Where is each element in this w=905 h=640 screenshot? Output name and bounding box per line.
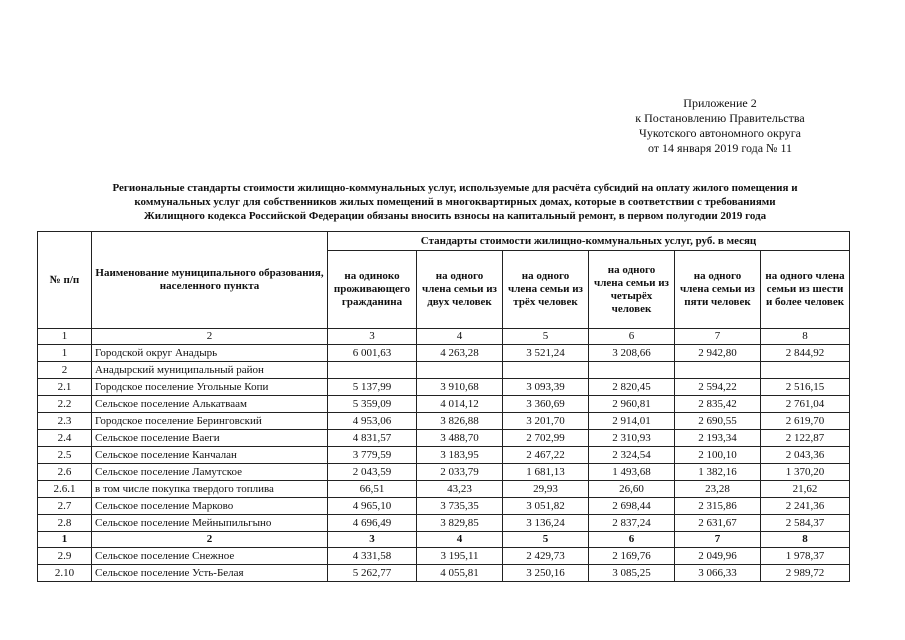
cost-value: 2 698,44 bbox=[589, 498, 675, 515]
municipality-name: Сельское поселение Ваеги bbox=[92, 430, 328, 447]
municipality-name: Сельское поселение Ламутское bbox=[92, 464, 328, 481]
header-col-3: на одиноко проживающего гражданина bbox=[328, 251, 417, 329]
cost-value: 2 702,99 bbox=[503, 430, 589, 447]
cost-value: 3 521,24 bbox=[503, 345, 589, 362]
cost-value: 2 761,04 bbox=[761, 396, 850, 413]
header-col-4: на одного члена семьи из двух человек bbox=[417, 251, 503, 329]
column-number-cell: 5 bbox=[503, 532, 589, 548]
cost-value: 2 844,92 bbox=[761, 345, 850, 362]
cost-value: 1 681,13 bbox=[503, 464, 589, 481]
cost-value: 2 324,54 bbox=[589, 447, 675, 464]
cost-value: 3 910,68 bbox=[417, 379, 503, 396]
row-number: 2 bbox=[38, 362, 92, 379]
cost-value: 3 183,95 bbox=[417, 447, 503, 464]
cost-value: 2 584,37 bbox=[761, 515, 850, 532]
table-row bbox=[38, 481, 850, 498]
column-number-cell: 4 bbox=[417, 329, 503, 345]
cost-value: 4 055,81 bbox=[417, 565, 503, 582]
column-number-cell: 8 bbox=[761, 329, 850, 345]
cost-value: 21,62 bbox=[761, 481, 850, 498]
cost-value: 66,51 bbox=[328, 481, 417, 498]
cost-value: 29,93 bbox=[503, 481, 589, 498]
cost-value: 4 263,28 bbox=[417, 345, 503, 362]
cost-value: 4 965,10 bbox=[328, 498, 417, 515]
row-number: 2.10 bbox=[38, 565, 92, 582]
table-row bbox=[38, 548, 850, 565]
column-number-cell: 1 bbox=[38, 532, 92, 548]
cost-value bbox=[328, 362, 417, 379]
header-number: № п/п bbox=[38, 232, 92, 329]
municipality-name: Городской округ Анадырь bbox=[92, 345, 328, 362]
header-col-8: на одного члена семьи из шести и более человек bbox=[761, 251, 850, 329]
column-number-cell: 6 bbox=[589, 329, 675, 345]
cost-value: 2 835,42 bbox=[675, 396, 761, 413]
cost-value: 5 262,77 bbox=[328, 565, 417, 582]
cost-value: 3 826,88 bbox=[417, 413, 503, 430]
municipality-name: Сельское поселение Снежное bbox=[92, 548, 328, 565]
header-col-6: на одного члена семьи из четырёх человек bbox=[589, 251, 675, 329]
municipality-name: в том числе покупка твердого топлива bbox=[92, 481, 328, 498]
row-number: 2.6 bbox=[38, 464, 92, 481]
cost-value: 2 049,96 bbox=[675, 548, 761, 565]
table-body bbox=[38, 329, 850, 582]
table-row bbox=[38, 565, 850, 582]
cost-value: 6 001,63 bbox=[328, 345, 417, 362]
cost-value: 2 837,24 bbox=[589, 515, 675, 532]
table-row bbox=[38, 345, 850, 362]
cost-value: 3 066,33 bbox=[675, 565, 761, 582]
municipality-name: Анадырский муниципальный район bbox=[92, 362, 328, 379]
table-row bbox=[38, 362, 850, 379]
cost-value: 2 942,80 bbox=[675, 345, 761, 362]
row-number: 2.3 bbox=[38, 413, 92, 430]
cost-value: 2 820,45 bbox=[589, 379, 675, 396]
cost-value: 2 310,93 bbox=[589, 430, 675, 447]
row-number: 2.7 bbox=[38, 498, 92, 515]
title-line: Жилищного кодекса Российской Федерации обязаны вносить взносы на капитальный ремонт, в первом полугодии 2019 года bbox=[143, 210, 767, 222]
municipality-name: Городское поселение Угольные Копи bbox=[92, 379, 328, 396]
table-row bbox=[38, 430, 850, 447]
appendix-line: Приложение 2 bbox=[683, 96, 757, 110]
column-number-cell: 3 bbox=[328, 532, 417, 548]
table-row bbox=[38, 515, 850, 532]
cost-value: 3 093,39 bbox=[503, 379, 589, 396]
title-line: коммунальных услуг для собственников жилых помещений в многоквартирных домах, которые в соответствии с требованиями bbox=[134, 196, 776, 208]
column-number-cell: 7 bbox=[675, 532, 761, 548]
row-number: 2.4 bbox=[38, 430, 92, 447]
cost-value: 2 241,36 bbox=[761, 498, 850, 515]
table-row bbox=[38, 413, 850, 430]
cost-value: 2 594,22 bbox=[675, 379, 761, 396]
cost-value: 3 250,16 bbox=[503, 565, 589, 582]
row-number: 2.9 bbox=[38, 548, 92, 565]
row-number: 2.5 bbox=[38, 447, 92, 464]
column-number-row bbox=[38, 532, 850, 548]
cost-value: 3 136,24 bbox=[503, 515, 589, 532]
cost-value: 2 429,73 bbox=[503, 548, 589, 565]
row-number: 2.6.1 bbox=[38, 481, 92, 498]
cost-value: 2 914,01 bbox=[589, 413, 675, 430]
column-number-cell: 6 bbox=[589, 532, 675, 548]
table-row bbox=[38, 447, 850, 464]
row-number: 2.8 bbox=[38, 515, 92, 532]
cost-value: 2 043,59 bbox=[328, 464, 417, 481]
row-number: 2.2 bbox=[38, 396, 92, 413]
cost-value: 3 779,59 bbox=[328, 447, 417, 464]
cost-value: 3 201,70 bbox=[503, 413, 589, 430]
cost-value bbox=[417, 362, 503, 379]
row-number: 1 bbox=[38, 345, 92, 362]
table-row bbox=[38, 396, 850, 413]
cost-value: 2 989,72 bbox=[761, 565, 850, 582]
cost-value: 1 978,37 bbox=[761, 548, 850, 565]
row-number: 2.1 bbox=[38, 379, 92, 396]
cost-value: 1 370,20 bbox=[761, 464, 850, 481]
cost-value: 2 100,10 bbox=[675, 447, 761, 464]
municipality-name: Сельское поселение Усть-Белая bbox=[92, 565, 328, 582]
cost-value: 1 382,16 bbox=[675, 464, 761, 481]
cost-value: 2 043,36 bbox=[761, 447, 850, 464]
cost-value bbox=[589, 362, 675, 379]
cost-value: 4 331,58 bbox=[328, 548, 417, 565]
cost-value: 43,23 bbox=[417, 481, 503, 498]
column-number-cell: 3 bbox=[328, 329, 417, 345]
appendix-line: от 14 января 2019 года № 11 bbox=[647, 141, 793, 155]
column-number-cell: 7 bbox=[675, 329, 761, 345]
appendix-block bbox=[560, 96, 880, 156]
cost-value: 23,28 bbox=[675, 481, 761, 498]
appendix-line: к Постановлению Правительства bbox=[635, 111, 805, 125]
cost-value: 3 051,82 bbox=[503, 498, 589, 515]
cost-value: 2 033,79 bbox=[417, 464, 503, 481]
column-number-cell: 2 bbox=[92, 532, 328, 548]
cost-value: 4 831,57 bbox=[328, 430, 417, 447]
cost-value: 3 360,69 bbox=[503, 396, 589, 413]
cost-value: 5 137,99 bbox=[328, 379, 417, 396]
header-group: Стандарты стоимости жилищно-коммунальных услуг, руб. в месяц bbox=[328, 232, 850, 251]
cost-value: 3 488,70 bbox=[417, 430, 503, 447]
header-col-7: на одного члена семьи из пяти человек bbox=[675, 251, 761, 329]
municipality-name: Городское поселение Беринговский bbox=[92, 413, 328, 430]
cost-value: 2 467,22 bbox=[503, 447, 589, 464]
cost-value: 4 953,06 bbox=[328, 413, 417, 430]
table-row bbox=[38, 379, 850, 396]
appendix-line: Чукотского автономного округа bbox=[639, 126, 801, 140]
cost-value: 3 829,85 bbox=[417, 515, 503, 532]
table-header bbox=[38, 232, 850, 329]
cost-value: 2 960,81 bbox=[589, 396, 675, 413]
cost-value: 2 690,55 bbox=[675, 413, 761, 430]
cost-value: 1 493,68 bbox=[589, 464, 675, 481]
cost-value: 5 359,09 bbox=[328, 396, 417, 413]
title-line: Региональные стандарты стоимости жилищно-коммунальных услуг, используемые для расчёта субсидий на оплату жилого помещения и bbox=[112, 182, 798, 194]
header-name: Наименование муниципального образования, населенного пункта bbox=[92, 232, 328, 329]
municipality-name: Сельское поселение Марково bbox=[92, 498, 328, 515]
column-number-cell: 8 bbox=[761, 532, 850, 548]
column-number-cell: 1 bbox=[38, 329, 92, 345]
table-row bbox=[38, 498, 850, 515]
municipality-name: Сельское поселение Канчалан bbox=[92, 447, 328, 464]
cost-value: 2 169,76 bbox=[589, 548, 675, 565]
cost-value: 2 193,34 bbox=[675, 430, 761, 447]
column-number-cell: 4 bbox=[417, 532, 503, 548]
cost-value bbox=[761, 362, 850, 379]
cost-value: 4 696,49 bbox=[328, 515, 417, 532]
cost-value: 2 631,67 bbox=[675, 515, 761, 532]
cost-value: 3 195,11 bbox=[417, 548, 503, 565]
municipality-name: Сельское поселение Алькатваам bbox=[92, 396, 328, 413]
column-number-cell: 2 bbox=[92, 329, 328, 345]
cost-value: 2 122,87 bbox=[761, 430, 850, 447]
header-col-5: на одного члена семьи из трёх человек bbox=[503, 251, 589, 329]
column-number-row bbox=[38, 329, 850, 345]
municipality-name: Сельское поселение Мейныпильгыно bbox=[92, 515, 328, 532]
cost-value: 26,60 bbox=[589, 481, 675, 498]
cost-value: 2 315,86 bbox=[675, 498, 761, 515]
cost-value: 3 208,66 bbox=[589, 345, 675, 362]
cost-value: 3 735,35 bbox=[417, 498, 503, 515]
column-number-cell: 5 bbox=[503, 329, 589, 345]
standards-table bbox=[37, 231, 850, 582]
cost-value: 4 014,12 bbox=[417, 396, 503, 413]
table-row bbox=[38, 464, 850, 481]
cost-value: 3 085,25 bbox=[589, 565, 675, 582]
cost-value bbox=[503, 362, 589, 379]
document-title bbox=[30, 181, 880, 223]
cost-value: 2 619,70 bbox=[761, 413, 850, 430]
cost-value bbox=[675, 362, 761, 379]
cost-value: 2 516,15 bbox=[761, 379, 850, 396]
